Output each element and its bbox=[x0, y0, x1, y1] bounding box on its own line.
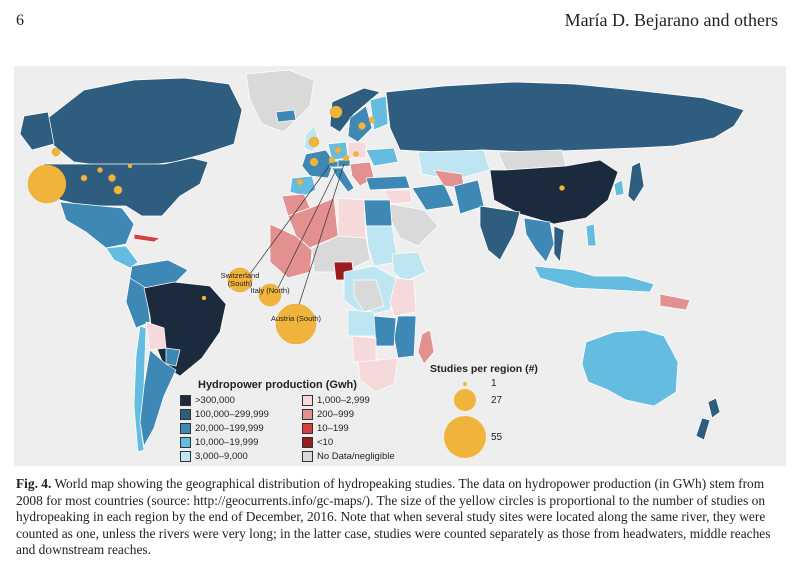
country-canada bbox=[48, 78, 242, 166]
country-turkey bbox=[366, 176, 410, 190]
legend-label: 1,000–2,999 bbox=[317, 395, 370, 406]
legend-item bbox=[302, 437, 333, 448]
size-label: 1 bbox=[491, 378, 497, 389]
page-number: 6 bbox=[16, 12, 24, 29]
country-iran bbox=[412, 184, 454, 210]
running-head: María D. Bejarano and others bbox=[564, 10, 778, 30]
country-angola bbox=[348, 310, 376, 336]
country-ethiopia bbox=[392, 252, 426, 282]
study-circle-canada-east bbox=[98, 168, 103, 173]
legend-swatch bbox=[302, 451, 313, 462]
legend-label: 3,000–9,000 bbox=[195, 451, 248, 462]
country-austria bbox=[338, 160, 350, 167]
country-korea bbox=[614, 180, 624, 196]
study-circle-germany bbox=[335, 147, 341, 153]
legend-swatch bbox=[302, 409, 313, 420]
legend-label: 200–999 bbox=[317, 409, 354, 420]
study-circle-usa-east bbox=[109, 175, 116, 182]
study-circle-switzerland-north bbox=[329, 157, 335, 163]
legend-item bbox=[180, 395, 235, 406]
country-greenland bbox=[246, 70, 314, 132]
study-circle-usa-west bbox=[28, 165, 66, 203]
legend-label: 20,000–199,999 bbox=[195, 423, 264, 434]
country-iberia bbox=[290, 176, 316, 196]
country-egypt bbox=[364, 200, 392, 226]
country-southeast-asia bbox=[524, 218, 554, 262]
study-circle-france bbox=[310, 158, 318, 166]
country-new-zealand bbox=[696, 398, 720, 440]
country-madagascar bbox=[418, 330, 434, 364]
legend-item bbox=[180, 437, 258, 448]
legend-item bbox=[302, 423, 349, 434]
country-namibia-botswana bbox=[352, 336, 376, 362]
size-circle-55 bbox=[444, 416, 486, 458]
study-circle-norway bbox=[330, 106, 342, 118]
country-papua-new-guinea bbox=[660, 294, 690, 310]
legend-item bbox=[180, 409, 269, 420]
size-label: 27 bbox=[491, 395, 503, 406]
country-russia bbox=[386, 82, 744, 152]
country-cuba bbox=[134, 234, 160, 242]
legend-title: Hydropower production (Gwh) bbox=[198, 379, 357, 391]
country-afghanistan-pakistan bbox=[454, 180, 484, 214]
country-alaska bbox=[20, 112, 54, 150]
legend-swatch bbox=[302, 423, 313, 434]
country-iceland bbox=[276, 110, 296, 122]
legend-label: 100,000–299,999 bbox=[195, 409, 269, 420]
country-australia bbox=[582, 330, 678, 406]
legend-item bbox=[302, 451, 395, 462]
country-mozambique bbox=[394, 316, 416, 358]
study-circle-usa-southeast bbox=[114, 186, 122, 194]
country-indonesia bbox=[534, 266, 654, 292]
legend-swatch bbox=[180, 437, 191, 448]
label-austria-south: Austria (South) bbox=[270, 314, 322, 323]
study-circle-china bbox=[560, 186, 565, 191]
label-italy-north: Italy (North) bbox=[250, 286, 290, 295]
figure-caption bbox=[16, 476, 786, 559]
study-circle-austria bbox=[343, 155, 349, 161]
hydropower-legend bbox=[178, 379, 418, 469]
legend-item bbox=[302, 395, 370, 406]
size-legend-title: Studies per region (#) bbox=[430, 363, 538, 375]
legend-swatch bbox=[180, 409, 191, 420]
study-circle-brazil bbox=[202, 296, 206, 300]
study-circle-finland bbox=[369, 117, 375, 123]
country-finland bbox=[370, 96, 388, 130]
label-switzerland-south: Switzerland (South) bbox=[220, 271, 260, 289]
country-vietnam bbox=[554, 226, 564, 262]
country-zambia-zimbabwe bbox=[374, 316, 396, 346]
legend-label: <10 bbox=[317, 437, 334, 448]
legend-swatch bbox=[302, 395, 313, 406]
study-circle-spain bbox=[297, 179, 303, 185]
caption-fig-label: Fig. 4. bbox=[16, 476, 52, 491]
country-mexico bbox=[60, 202, 134, 248]
country-ukraine bbox=[366, 148, 398, 166]
study-circle-uk bbox=[309, 137, 319, 147]
size-label: 55 bbox=[491, 432, 503, 443]
studies-size-legend bbox=[425, 363, 565, 467]
size-circle-27 bbox=[454, 389, 476, 411]
legend-swatch bbox=[180, 451, 191, 462]
study-circle-austria-south bbox=[276, 304, 316, 344]
legend-label: >300,000 bbox=[195, 395, 235, 406]
legend-swatch bbox=[180, 423, 191, 434]
legend-swatch bbox=[302, 437, 313, 448]
study-circle-sweden bbox=[359, 123, 366, 130]
country-france bbox=[302, 150, 334, 178]
legend-item bbox=[180, 451, 248, 462]
country-philippines bbox=[586, 224, 596, 246]
country-japan bbox=[628, 162, 644, 202]
legend-item bbox=[180, 423, 264, 434]
study-circle-poland bbox=[354, 152, 359, 157]
size-circle-1 bbox=[463, 382, 467, 386]
legend-label: No Data/negligible bbox=[317, 451, 395, 462]
country-libya bbox=[338, 198, 366, 238]
legend-label: 10–199 bbox=[317, 423, 349, 434]
legend-swatch bbox=[180, 395, 191, 406]
study-circle-canada-quebec bbox=[128, 164, 132, 168]
country-arabia bbox=[390, 204, 438, 246]
legend-label: 10,000–19,999 bbox=[195, 437, 259, 448]
country-central-america bbox=[106, 246, 138, 268]
caption-text: World map showing the geographical distribution of hydropeaking studies. The data on hydropower production (in GWh) stem from 2008 for most countries (source: http://geocurrents.info/gc-maps/). The size of the yellow circles is proportional to the number of studies on hydropeaking in each region by the end of December, 2016. Note that when several study sites were located along the same river, they were counted as one, unless the rivers were very long; in the latter case, studies were counted separately as those from headwaters, middle reaches and downstream reaches. bbox=[16, 476, 771, 558]
country-india bbox=[480, 206, 520, 260]
study-circle-canada-west bbox=[52, 148, 60, 156]
legend-item bbox=[302, 409, 354, 420]
study-circle-usa-mid bbox=[81, 175, 87, 181]
